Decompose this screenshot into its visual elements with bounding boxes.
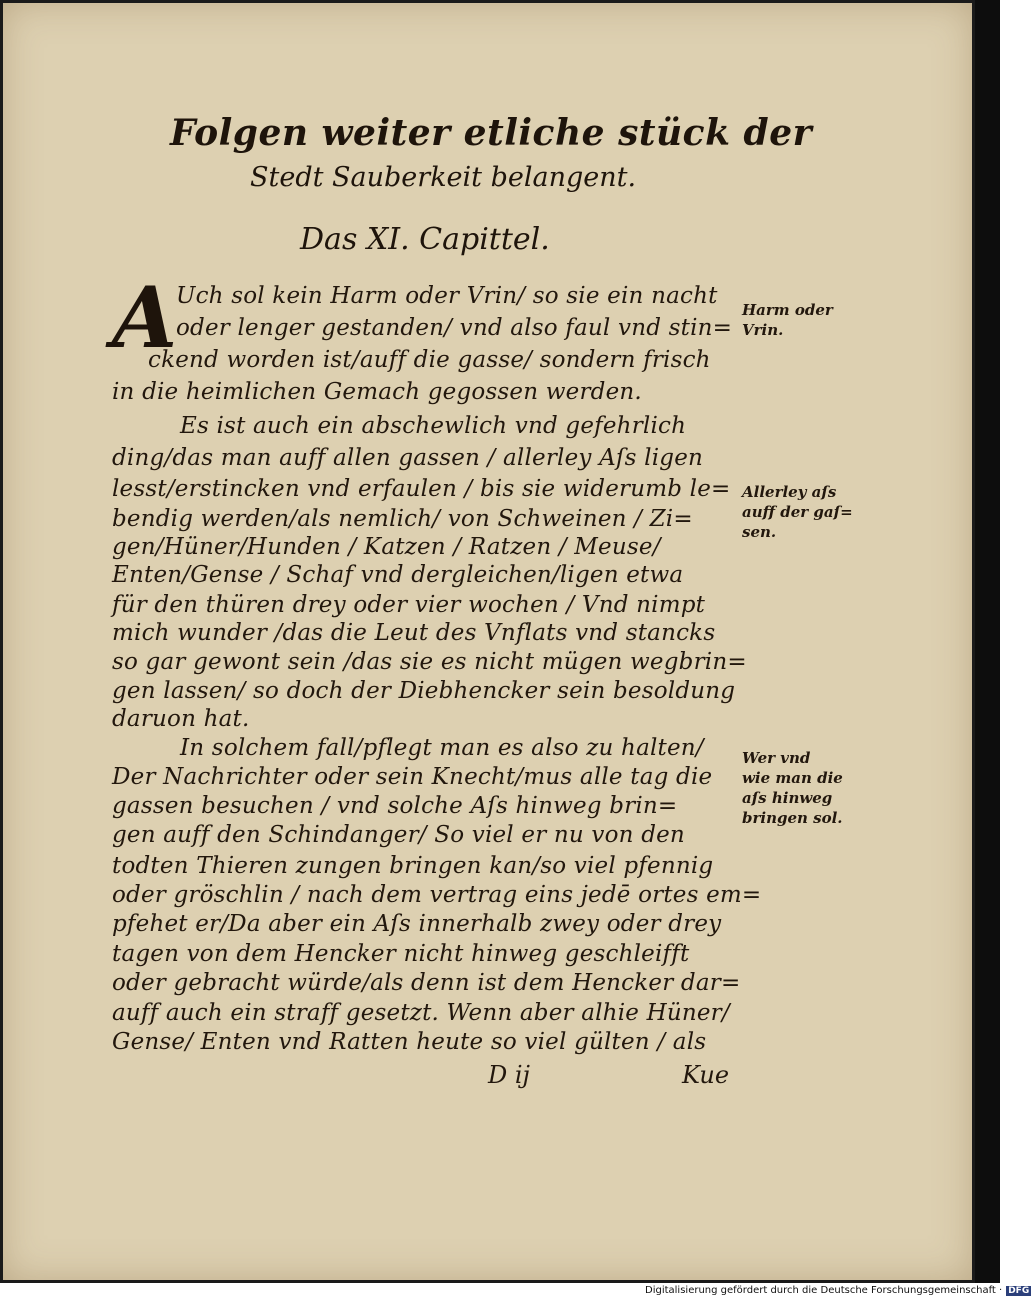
margin-note-line: Harm oder [742, 301, 833, 319]
margin-note-line: Vrin. [742, 321, 784, 339]
margin-note-line: auff der gaſ= [742, 503, 853, 521]
margin-note-line: Wer vnd [742, 749, 811, 767]
drop-initial: A [112, 268, 178, 367]
body-line: so gar gewont sein /das sie es nicht mügen wegbrin= [112, 649, 747, 675]
body-line: auff auch ein straff gesetzt. Wenn aber alhie Hüner/ [112, 1000, 730, 1026]
margin-note-line: wie man die [742, 769, 843, 787]
dfg-logo: DFG [1008, 1286, 1030, 1296]
margin-note-line: Allerley aſs [742, 483, 837, 501]
margin-note-removal [742, 748, 843, 828]
body-line: ding/das man auff allen gassen / allerley Aſs ligen [112, 445, 704, 471]
body-line: gen lassen/ so doch der Diebhencker sein besoldung [112, 678, 736, 704]
body-line: Uch sol kein Harm oder Vrin/ so sie ein nacht [176, 283, 718, 309]
body-line: bendig werden/als nemlich/ von Schweinen / Zi= [112, 506, 693, 532]
margin-note-line: aſs hinweg [742, 789, 833, 807]
page-title-line2: Stedt Sauberkeit belangent. [250, 162, 637, 193]
body-line: für den thüren drey oder vier wochen / Vnd nimpt [112, 592, 706, 618]
body-line: oder gröschlin / nach dem vertrag eins jedē ortes em= [112, 882, 762, 908]
body-line: ckend worden ist/auff die gasse/ sondern frisch [148, 347, 711, 373]
body-line: Gense/ Enten vnd Ratten heute so viel gülten / als [112, 1029, 707, 1055]
chapter-heading: Das XI. Capittel. [300, 222, 550, 257]
body-line: gen/Hüner/Hunden / Katzen / Ratzen / Meuse/ [112, 534, 661, 560]
catchword: Kue [682, 1061, 730, 1089]
scan-edge [975, 0, 1000, 1283]
credit-text: Digitalisierung gefördert durch die Deutsche Forschungsgemeinschaft · [645, 1285, 1003, 1296]
body-line: oder gebracht würde/als denn ist dem Hencker dar= [112, 970, 741, 996]
margin-note-line: bringen sol. [742, 809, 843, 827]
body-line: in die heimlichen Gemach gegossen werden. [112, 379, 642, 405]
digitization-credit [645, 1285, 1031, 1296]
body-line: lesst/erstincken vnd erfaulen / bis sie widerumb le= [112, 476, 731, 502]
body-line: gen auff den Schindanger/ So viel er nu von den [112, 822, 685, 848]
body-line: oder lenger gestanden/ vnd also faul vnd stin= [176, 315, 733, 341]
body-line: pfehet er/Da aber ein Aſs innerhalb zwey oder drey [112, 911, 722, 937]
body-line: daruon hat. [112, 706, 250, 732]
body-line: tagen von dem Hencker nicht hinweg geschleifft [112, 941, 690, 967]
body-line: Der Nachrichter oder sein Knecht/mus alle tag die [112, 764, 713, 790]
body-line: In solchem fall/pflegt man es also zu halten/ [180, 735, 704, 761]
margin-note-aas [742, 482, 853, 542]
body-line: gassen besuchen / vnd solche Aſs hinweg brin= [112, 793, 678, 819]
margin-note-line: sen. [742, 523, 777, 541]
body-line: Es ist auch ein abschewlich vnd gefehrlich [180, 413, 687, 439]
margin-note-harm [742, 300, 833, 340]
body-line: todten Thieren zungen bringen kan/so viel pfennig [112, 853, 714, 879]
signature-mark: D ij [488, 1061, 530, 1089]
body-line: mich wunder /das die Leut des Vnflats vnd stancks [112, 620, 716, 646]
page-title-line1: Folgen weiter etliche stück der [170, 112, 813, 154]
body-line: Enten/Gense / Schaf vnd dergleichen/ligen etwa [112, 562, 684, 588]
